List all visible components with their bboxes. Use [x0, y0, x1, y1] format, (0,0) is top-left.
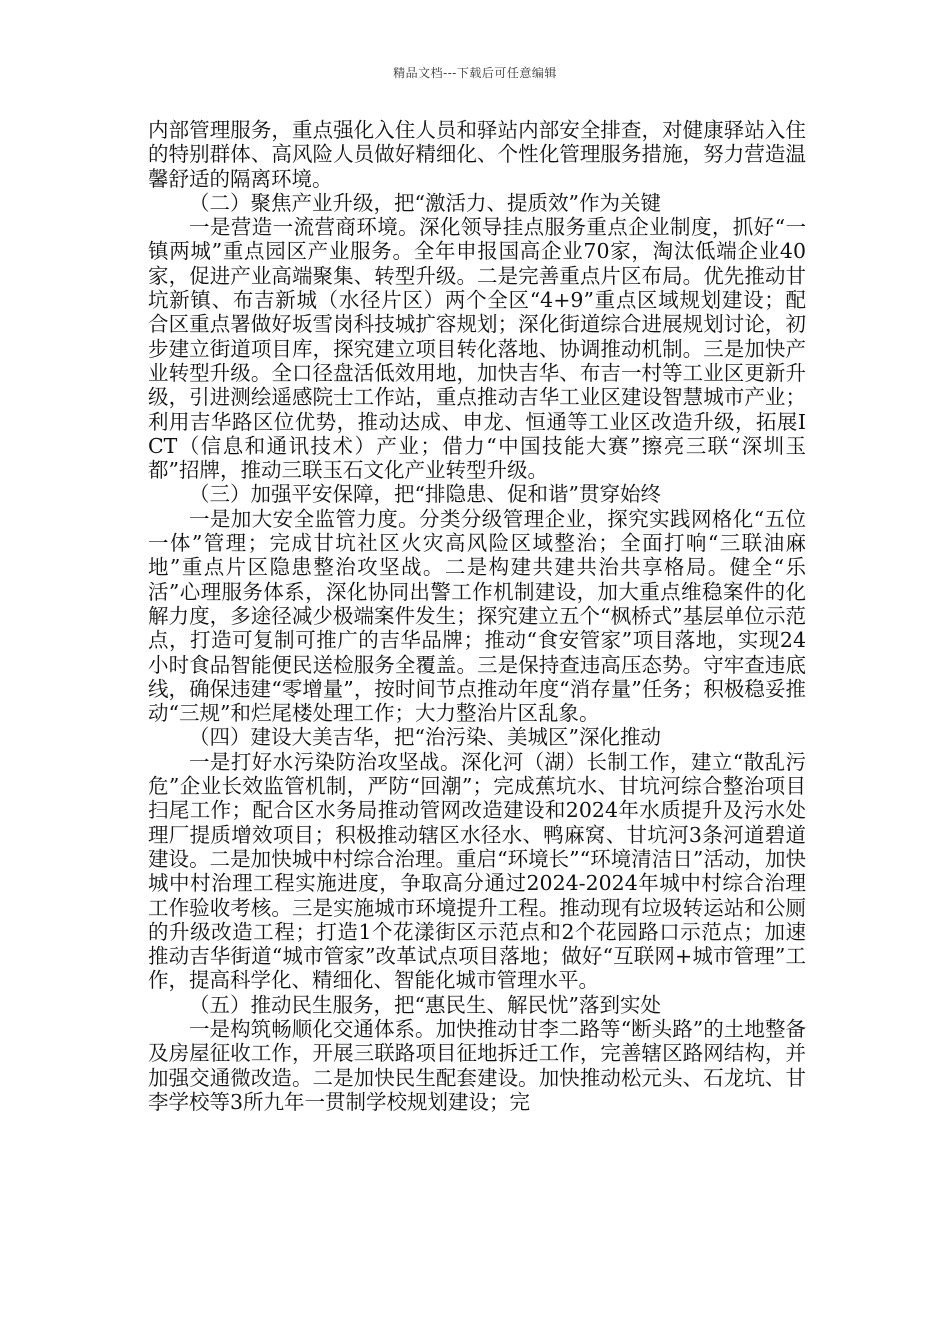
paragraph-environment: 一是打好水污染防治攻坚战。深化河（湖）长制工作，建立“散乱污危”企业长效监管机制，严防“回潮”；完成蕉坑水、甘坑河综合整治项目扫尾工作；配合区水务局推动管网改造建设和2024年水质提升及污水处理厂提质增效项目；积极推动辖区水径水、鸭麻窝、甘坑河3条河道碧道建设。二是加快城中村综合治理。重启“环境长”“环境清洁日”活动，加快城中村治理工程实施进度，争取高分通过2024-2024年城中村综合治理工作验收考核。三是实施城市环境提升工程。推动现有垃圾转运站和公厕的升级改造工程；打造1个花漾街区示范点和2个花园路口示范点；加速推动吉华街道“城市管家”改革试点项目落地；做好“互联网+城市管理”工作，提高科学化、精细化、智能化城市管理水平。: [148, 749, 806, 993]
document-body: [148, 118, 806, 1114]
section-heading-2: （二）聚焦产业升级，把“激活力、提质效”作为关键: [189, 190, 661, 215]
section-heading-3: （三）加强平安保障，把“排隐患、促和谐”贯穿始终: [189, 482, 661, 507]
section-heading-4: （四）建设大美吉华，把“治污染、美城区”深化推动: [189, 725, 661, 750]
paragraph-industry: 一是营造一流营商环境。深化领导挂点服务重点企业制度，抓好“一镇两城”重点园区产业服务。全年申报国高企业70家，淘汰低端企业40家，促进产业高端聚集、转型升级。二是完善重点片区布局。优先推动甘坑新镇、布吉新城（水径片区）两个全区“4+9”重点区域规划建设；配合区重点署做好坂雪岗科技城扩容规划；深化街道综合进展规划讨论，初步建立街道项目库，探究建立项目转化落地、协调推动机制。三是加快产业转型升级。全口径盘活低效用地，加快吉华、布吉一村等工业区更新升级，引进测绘遥感院士工作站，重点推动吉华工业区建设智慧城市产业；利用吉华路区位优势，推动达成、申龙、恒通等工业区改造升级，拓展ICT（信息和通讯技术）产业；借力“中国技能大赛”擦亮三联“深圳玉都”招牌，推动三联玉石文化产业转型升级。: [148, 215, 806, 483]
page-header: 精品文档---下载后可任意编辑: [393, 66, 557, 80]
paragraph-safety: 一是加大安全监管力度。分类分级管理企业，探究实践网格化“五位一体”管理；完成甘坑社区火灾高风险区域整治；全面打响“三联油麻地”重点片区隐患整治攻坚战。二是构建共建共治共享格局。健全“乐活”心理服务体系，深化协同出警工作机制建设，加大重点维稳案件的化解力度，多途径减少极端案件发生；探究建立五个“枫桥式”基层单位示范点，打造可复制可推广的吉华品牌；推动“食安管家”项目落地，实现24小时食品智能便民送检服务全覆盖。三是保持查违高压态势。守牢查违底线，确保违建“零增量”，按时间节点推动年度“消存量”任务；积极稳妥推动“三规”和烂尾楼处理工作；大力整治片区乱象。: [148, 506, 806, 726]
paragraph-continued: 内部管理服务，重点强化入住人员和驿站内部安全排查，对健康驿站入住的特别群体、高风险人员做好精细化、个性化管理服务措施，努力营造温馨舒适的隔离环境。: [148, 118, 806, 191]
paragraph-livelihood: 一是构筑畅顺化交通体系。加快推动甘李二路等“断头路”的土地整备及房屋征收工作，开展三联路项目征地拆迁工作，完善辖区路网结构，并加强交通微改造。二是加快民生配套建设。加快推动松元头、石龙坑、甘李学校等3所九年一贯制学校规划建设；完: [148, 1016, 806, 1114]
section-heading-5: （五）推动民生服务，把“惠民生、解民忧”落到实处: [189, 992, 661, 1017]
